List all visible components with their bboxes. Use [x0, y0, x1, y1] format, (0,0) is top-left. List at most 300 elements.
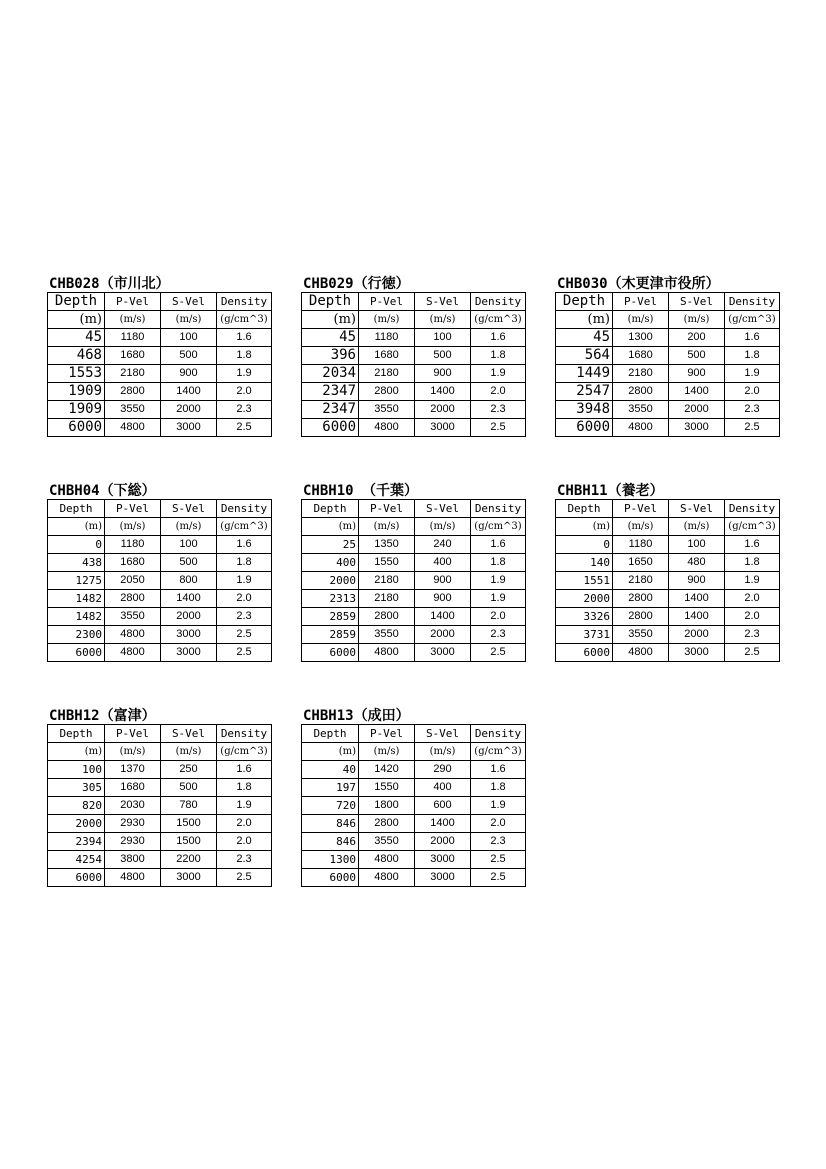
unit-row-cell: (m)	[302, 311, 359, 329]
table-row-cell: 2800	[613, 608, 669, 626]
velocity-table-block	[47, 709, 272, 887]
table-row-cell: 2000	[48, 815, 105, 833]
unit-row-cell: (g/cm^3)	[471, 311, 526, 329]
table-row-cell: 1.8	[217, 347, 272, 365]
table-row-cell: 2034	[302, 365, 359, 383]
unit-row-cell: (m/s)	[161, 518, 217, 536]
velocity-table-block	[301, 709, 526, 887]
table-row-cell: 2.0	[471, 608, 526, 626]
table-row-cell: 780	[161, 797, 217, 815]
table-row-cell: 2.5	[217, 626, 272, 644]
table-row-cell: 1300	[613, 329, 669, 347]
table-row-cell: 3000	[669, 419, 725, 437]
table-row-cell: 2.3	[217, 608, 272, 626]
header-row-cell: Density	[471, 500, 526, 518]
table-row-cell: 500	[161, 779, 217, 797]
table-title: CHBH11（養老）	[557, 483, 664, 499]
table-row	[556, 554, 780, 572]
header-row-cell: S-Vel	[669, 293, 725, 311]
unit-row	[48, 311, 272, 329]
table-row-cell: 900	[415, 590, 471, 608]
table-row-cell: 2180	[613, 365, 669, 383]
unit-row-cell: (m/s)	[613, 311, 669, 329]
table-row	[48, 608, 272, 626]
table-row-cell: 2200	[161, 851, 217, 869]
table-row-cell: 1.8	[725, 347, 780, 365]
table-row-cell: 2.0	[471, 815, 526, 833]
unit-row-cell: (m/s)	[105, 743, 161, 761]
table-row-cell: 1180	[105, 329, 161, 347]
table-row-cell: 6000	[556, 644, 613, 662]
table-row-cell: 6000	[556, 419, 613, 437]
table-row-cell: 4800	[359, 644, 415, 662]
table-row-cell: 2180	[613, 572, 669, 590]
table-row-cell: 900	[161, 365, 217, 383]
table-row-cell: 438	[48, 554, 105, 572]
header-row-cell: S-Vel	[161, 725, 217, 743]
table-row-cell: 1550	[359, 554, 415, 572]
unit-row-cell: (m/s)	[359, 311, 415, 329]
table-row	[302, 608, 526, 626]
table-row-cell: 2300	[48, 626, 105, 644]
table-row-cell: 396	[302, 347, 359, 365]
table-row-cell: 2.0	[725, 383, 780, 401]
table-row-cell: 820	[48, 797, 105, 815]
table-row-cell: 4254	[48, 851, 105, 869]
table-row	[302, 644, 526, 662]
table-row-cell: 900	[415, 572, 471, 590]
unit-row	[48, 743, 272, 761]
table-row-cell: 3731	[556, 626, 613, 644]
unit-row-cell: (g/cm^3)	[217, 743, 272, 761]
unit-row-cell: (m/s)	[669, 518, 725, 536]
table-row	[302, 554, 526, 572]
header-row-cell: S-Vel	[161, 500, 217, 518]
table-row-cell: 3000	[669, 644, 725, 662]
header-row-cell: Density	[725, 293, 780, 311]
table-row-cell: 2.3	[471, 833, 526, 851]
table-row-cell: 2859	[302, 608, 359, 626]
table-row-cell: 100	[669, 536, 725, 554]
header-row	[556, 293, 780, 311]
table-row-cell: 4800	[359, 419, 415, 437]
header-row-cell: Depth	[302, 725, 359, 743]
table-row	[302, 797, 526, 815]
table-row-cell: 6000	[302, 644, 359, 662]
table-row-cell: 1.6	[471, 329, 526, 347]
table-row-cell: 4800	[105, 644, 161, 662]
header-row-cell: P-Vel	[359, 500, 415, 518]
velocity-table-block	[47, 277, 272, 437]
table-row-cell: 2000	[415, 626, 471, 644]
table-row-cell: 1400	[669, 608, 725, 626]
table-row-cell: 3000	[415, 644, 471, 662]
table-row-cell: 3948	[556, 401, 613, 419]
table-row-cell: 1550	[359, 779, 415, 797]
unit-row	[302, 311, 526, 329]
table-row-cell: 1.9	[471, 572, 526, 590]
table-row-cell: 1553	[48, 365, 105, 383]
table-row-cell: 4800	[359, 869, 415, 887]
header-row	[302, 725, 526, 743]
table-row-cell: 400	[415, 779, 471, 797]
velocity-table	[555, 292, 780, 437]
table-row-cell: 2000	[415, 401, 471, 419]
table-row-cell: 480	[669, 554, 725, 572]
table-row	[556, 419, 780, 437]
header-row-cell: P-Vel	[105, 293, 161, 311]
table-row-cell: 1400	[415, 383, 471, 401]
table-row-cell: 846	[302, 815, 359, 833]
table-row	[302, 851, 526, 869]
table-row-cell: 1680	[613, 347, 669, 365]
table-row	[48, 833, 272, 851]
table-row-cell: 100	[415, 329, 471, 347]
table-row	[48, 365, 272, 383]
table-row-cell: 2347	[302, 383, 359, 401]
table-row	[556, 401, 780, 419]
table-row-cell: 500	[161, 554, 217, 572]
table-row-cell: 1400	[415, 815, 471, 833]
table-row-cell: 100	[48, 761, 105, 779]
table-row-cell: 4800	[105, 869, 161, 887]
table-row-cell: 1400	[161, 590, 217, 608]
header-row-cell: Depth	[302, 293, 359, 311]
table-row-cell: 2000	[556, 590, 613, 608]
table-row	[48, 536, 272, 554]
table-row-cell: 2.3	[217, 851, 272, 869]
unit-row	[48, 518, 272, 536]
table-row-cell: 100	[161, 536, 217, 554]
table-row-cell: 2.3	[725, 401, 780, 419]
table-row-cell: 2.5	[725, 644, 780, 662]
table-row-cell: 1650	[613, 554, 669, 572]
unit-row-cell: (m/s)	[161, 743, 217, 761]
unit-row	[556, 518, 780, 536]
table-row-cell: 500	[415, 347, 471, 365]
table-row-cell: 2800	[105, 383, 161, 401]
table-row-cell: 2.5	[217, 419, 272, 437]
table-row-cell: 305	[48, 779, 105, 797]
table-row-cell: 1680	[105, 779, 161, 797]
unit-row-cell: (g/cm^3)	[725, 311, 780, 329]
table-row-cell: 2.5	[725, 419, 780, 437]
table-row-cell: 2.0	[725, 590, 780, 608]
unit-row-cell: (m)	[302, 743, 359, 761]
header-row-cell: Depth	[48, 725, 105, 743]
table-row-cell: 1400	[669, 590, 725, 608]
table-row-cell: 3000	[415, 419, 471, 437]
header-row-cell: P-Vel	[613, 500, 669, 518]
unit-row-cell: (g/cm^3)	[217, 311, 272, 329]
unit-row-cell: (m)	[302, 518, 359, 536]
table-row-cell: 1.6	[725, 536, 780, 554]
table-row-cell: 468	[48, 347, 105, 365]
table-row	[556, 329, 780, 347]
table-row-cell: 1500	[161, 833, 217, 851]
table-row	[48, 626, 272, 644]
table-row-cell: 3550	[613, 626, 669, 644]
table-row-cell: 2.0	[217, 815, 272, 833]
table-row-cell: 1.8	[471, 554, 526, 572]
table-row-cell: 0	[556, 536, 613, 554]
table-row-cell: 2.0	[725, 608, 780, 626]
table-row-cell: 2.5	[471, 644, 526, 662]
header-row-cell: S-Vel	[161, 293, 217, 311]
unit-row-cell: (m)	[48, 743, 105, 761]
table-row-cell: 1400	[161, 383, 217, 401]
table-row-cell: 2180	[359, 572, 415, 590]
table-row-cell: 4800	[613, 644, 669, 662]
table-row-cell: 2.5	[217, 869, 272, 887]
table-row	[302, 329, 526, 347]
table-row	[302, 383, 526, 401]
table-row-cell: 0	[48, 536, 105, 554]
table-row-cell: 1.9	[217, 572, 272, 590]
table-row-cell: 1.9	[725, 572, 780, 590]
table-row-cell: 3800	[105, 851, 161, 869]
table-row-cell: 3000	[415, 851, 471, 869]
table-row-cell: 2859	[302, 626, 359, 644]
table-row-cell: 1680	[359, 347, 415, 365]
table-row-cell: 1482	[48, 590, 105, 608]
table-row	[48, 644, 272, 662]
table-row	[302, 815, 526, 833]
table-row-cell: 2930	[105, 815, 161, 833]
table-row-cell: 2800	[613, 383, 669, 401]
table-row-cell: 2.0	[217, 590, 272, 608]
table-row-cell: 600	[415, 797, 471, 815]
header-row-cell: Depth	[48, 293, 105, 311]
table-row-cell: 4800	[105, 626, 161, 644]
table-row-cell: 1400	[669, 383, 725, 401]
table-row-cell: 2.0	[217, 383, 272, 401]
header-row-cell: P-Vel	[613, 293, 669, 311]
table-row-cell: 25	[302, 536, 359, 554]
table-row-cell: 2.3	[725, 626, 780, 644]
unit-row-cell: (m)	[556, 311, 613, 329]
table-row-cell: 2.5	[217, 644, 272, 662]
table-row-cell: 2.0	[217, 833, 272, 851]
unit-row	[302, 743, 526, 761]
table-row-cell: 1680	[105, 554, 161, 572]
unit-row-cell: (g/cm^3)	[217, 518, 272, 536]
table-row-cell: 45	[48, 329, 105, 347]
table-row-cell: 100	[161, 329, 217, 347]
velocity-table-block	[555, 277, 780, 437]
table-row-cell: 900	[669, 365, 725, 383]
table-row-cell: 1400	[415, 608, 471, 626]
table-row-cell: 2.3	[217, 401, 272, 419]
table-row-cell: 1.9	[471, 797, 526, 815]
header-row	[302, 293, 526, 311]
header-row-cell: P-Vel	[105, 500, 161, 518]
table-title: CHBH10 （千葉）	[303, 483, 419, 499]
table-row-cell: 1909	[48, 383, 105, 401]
table-row	[556, 572, 780, 590]
table-row-cell: 846	[302, 833, 359, 851]
table-row	[48, 329, 272, 347]
table-row-cell: 1.9	[471, 590, 526, 608]
velocity-table	[555, 499, 780, 662]
table-title: CHBH13（成田）	[303, 708, 410, 724]
table-row	[48, 383, 272, 401]
header-row-cell: S-Vel	[415, 293, 471, 311]
header-row-cell: S-Vel	[669, 500, 725, 518]
header-row-cell: Density	[217, 293, 272, 311]
unit-row-cell: (m)	[48, 518, 105, 536]
table-row	[556, 536, 780, 554]
table-row-cell: 1.6	[471, 761, 526, 779]
table-row-cell: 1.9	[471, 365, 526, 383]
table-row-cell: 1370	[105, 761, 161, 779]
table-row-cell: 3000	[161, 644, 217, 662]
table-row	[48, 869, 272, 887]
velocity-table	[301, 724, 526, 887]
header-row-cell: Density	[471, 293, 526, 311]
unit-row-cell: (m/s)	[415, 743, 471, 761]
unit-row-cell: (m/s)	[105, 518, 161, 536]
table-row	[556, 590, 780, 608]
table-row-cell: 6000	[48, 419, 105, 437]
unit-row-cell: (m/s)	[415, 518, 471, 536]
table-row	[302, 869, 526, 887]
table-row-cell: 45	[556, 329, 613, 347]
velocity-table	[47, 724, 272, 887]
table-row-cell: 400	[415, 554, 471, 572]
table-row-cell: 1180	[359, 329, 415, 347]
table-row-cell: 500	[669, 347, 725, 365]
table-row-cell: 1909	[48, 401, 105, 419]
table-row-cell: 1.9	[725, 365, 780, 383]
header-row-cell: Density	[217, 500, 272, 518]
table-row-cell: 45	[302, 329, 359, 347]
unit-row-cell: (m)	[48, 311, 105, 329]
velocity-table-block	[301, 277, 526, 437]
table-row	[302, 347, 526, 365]
table-row-cell: 3000	[161, 626, 217, 644]
header-row-cell: Depth	[556, 500, 613, 518]
table-row-cell: 1.8	[471, 347, 526, 365]
header-row-cell: S-Vel	[415, 725, 471, 743]
table-row-cell: 4800	[359, 851, 415, 869]
table-row	[556, 347, 780, 365]
table-row-cell: 1.9	[217, 365, 272, 383]
table-row	[48, 347, 272, 365]
table-row-cell: 1.8	[471, 779, 526, 797]
table-row-cell: 3550	[105, 608, 161, 626]
table-row-cell: 290	[415, 761, 471, 779]
table-row	[302, 572, 526, 590]
table-title: CHBH04（下総）	[49, 483, 156, 499]
table-row-cell: 720	[302, 797, 359, 815]
header-row	[48, 500, 272, 518]
unit-row-cell: (m/s)	[669, 311, 725, 329]
table-row-cell: 1.6	[217, 329, 272, 347]
table-row-cell: 2000	[415, 833, 471, 851]
table-row-cell: 1.6	[217, 761, 272, 779]
table-title: CHB029（行徳）	[303, 276, 410, 292]
table-row	[48, 815, 272, 833]
unit-row-cell: (m/s)	[105, 311, 161, 329]
table-row	[556, 365, 780, 383]
table-row-cell: 800	[161, 572, 217, 590]
table-row	[48, 554, 272, 572]
table-row-cell: 2313	[302, 590, 359, 608]
unit-row-cell: (g/cm^3)	[471, 743, 526, 761]
table-row-cell: 1.6	[217, 536, 272, 554]
table-row-cell: 140	[556, 554, 613, 572]
table-row-cell: 2930	[105, 833, 161, 851]
unit-row-cell: (m/s)	[613, 518, 669, 536]
header-row-cell: P-Vel	[359, 725, 415, 743]
table-row-cell: 1551	[556, 572, 613, 590]
table-row-cell: 1500	[161, 815, 217, 833]
table-row-cell: 3326	[556, 608, 613, 626]
table-row	[48, 590, 272, 608]
table-row-cell: 2030	[105, 797, 161, 815]
table-row	[302, 536, 526, 554]
velocity-table-block	[47, 484, 272, 662]
table-row	[48, 572, 272, 590]
header-row-cell: P-Vel	[105, 725, 161, 743]
table-row-cell: 1275	[48, 572, 105, 590]
table-row	[48, 761, 272, 779]
table-row-cell: 6000	[48, 869, 105, 887]
table-row-cell: 2000	[669, 401, 725, 419]
table-row-cell: 1180	[105, 536, 161, 554]
table-row-cell: 2000	[669, 626, 725, 644]
table-row	[302, 779, 526, 797]
table-row-cell: 2547	[556, 383, 613, 401]
table-row-cell: 3550	[613, 401, 669, 419]
table-row-cell: 1300	[302, 851, 359, 869]
table-row-cell: 1420	[359, 761, 415, 779]
table-row-cell: 2.3	[471, 401, 526, 419]
unit-row-cell: (m)	[556, 518, 613, 536]
header-row-cell: P-Vel	[359, 293, 415, 311]
velocity-table-block	[301, 484, 526, 662]
table-row-cell: 900	[669, 572, 725, 590]
header-row-cell: Density	[217, 725, 272, 743]
table-row-cell: 3000	[161, 869, 217, 887]
table-row-cell: 1.8	[217, 554, 272, 572]
table-row-cell: 2.0	[471, 383, 526, 401]
unit-row-cell: (m/s)	[415, 311, 471, 329]
table-row	[48, 419, 272, 437]
table-row-cell: 2800	[359, 383, 415, 401]
table-row-cell: 2180	[105, 365, 161, 383]
table-row-cell: 400	[302, 554, 359, 572]
table-row-cell: 2800	[105, 590, 161, 608]
table-row-cell: 6000	[302, 419, 359, 437]
table-row-cell: 3000	[415, 869, 471, 887]
table-row-cell: 4800	[613, 419, 669, 437]
unit-row-cell: (m/s)	[161, 311, 217, 329]
table-row-cell: 1.6	[725, 329, 780, 347]
table-row	[48, 797, 272, 815]
table-row	[48, 401, 272, 419]
table-row-cell: 2000	[161, 401, 217, 419]
table-row-cell: 564	[556, 347, 613, 365]
table-row-cell: 2.3	[471, 626, 526, 644]
table-row-cell: 2800	[613, 590, 669, 608]
header-row-cell: Depth	[48, 500, 105, 518]
table-row-cell: 200	[669, 329, 725, 347]
table-row-cell: 2.5	[471, 419, 526, 437]
header-row-cell: Density	[471, 725, 526, 743]
table-row-cell: 240	[415, 536, 471, 554]
